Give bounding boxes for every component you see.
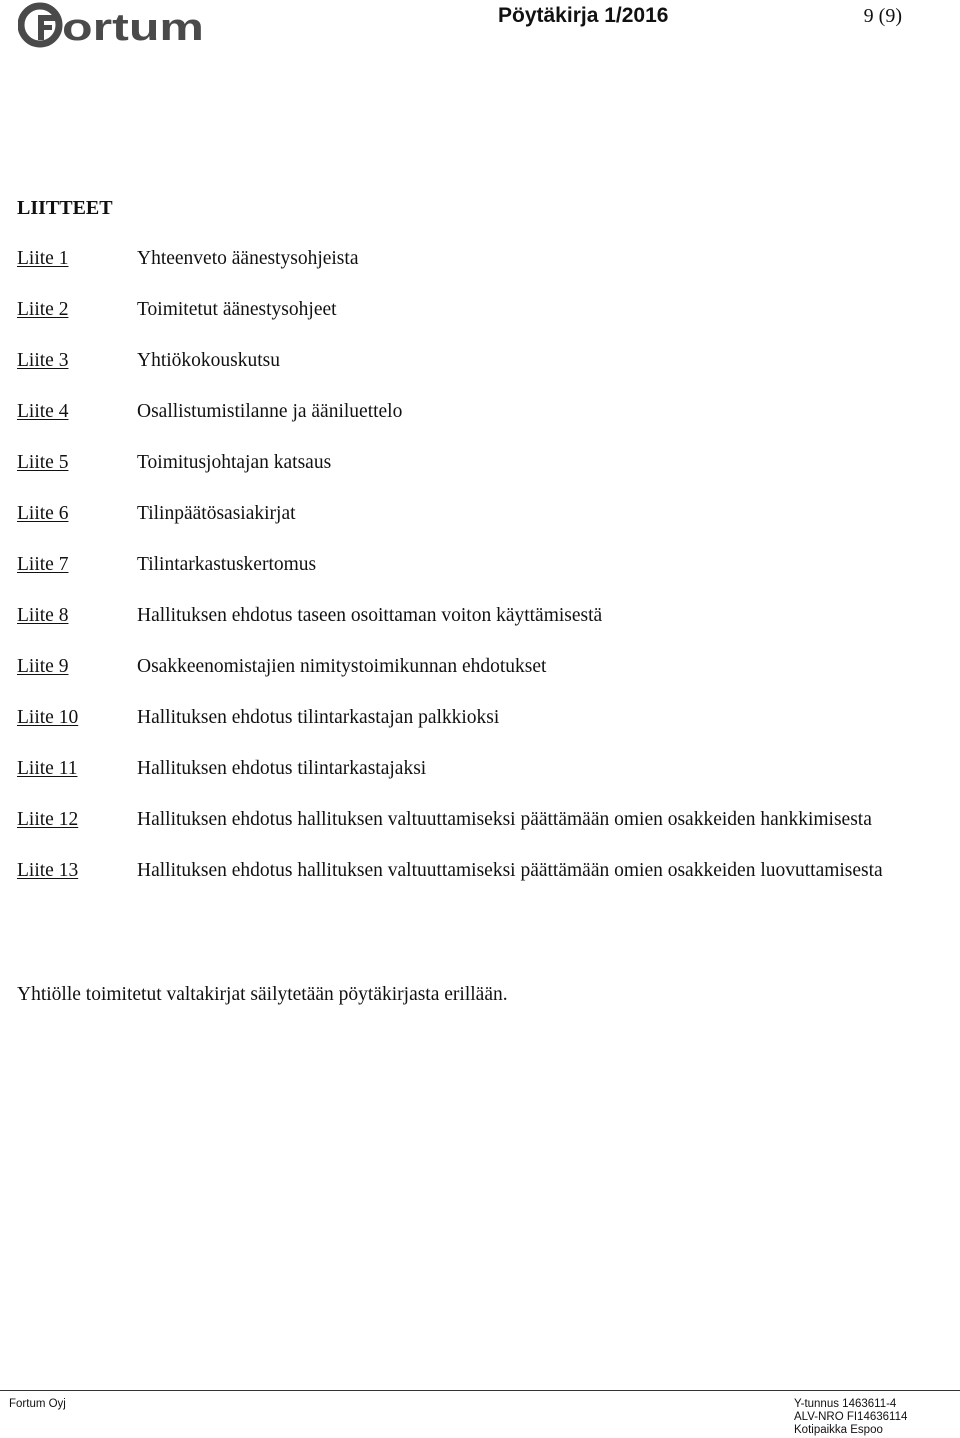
attachment-description: Osallistumistilanne ja ääniluettelo [137,401,403,422]
attachment-description: Hallituksen ehdotus hallituksen valtuuttamiseksi päättämään omien osakkeiden luovuttamisesta [137,860,883,881]
document-title: Pöytäkirja 1/2016 [498,4,669,27]
attachment-link[interactable]: Liite 10 [17,707,79,728]
footer-company-name: Fortum Oyj [9,1398,66,1410]
footer-vat-number: ALV-NRO FI14636114 [794,1411,908,1423]
page-number: 9 (9) [863,5,902,27]
attachment-item [17,756,917,781]
closing-note: Yhtiölle toimitetut valtakirjat säilytetään pöytäkirjasta erillään. [17,984,508,1005]
attachment-item [17,297,917,322]
attachment-item [17,654,917,679]
attachments-heading: LIITTEET [17,197,113,219]
attachment-description: Tilinpäätösasiakirjat [137,503,296,524]
attachment-description: Toimitusjohtajan katsaus [137,452,332,473]
fortum-logo [18,2,208,48]
attachment-item [17,858,917,883]
attachment-description: Osakkeenomistajien nimitystoimikunnan ehdotukset [137,656,547,677]
attachment-link[interactable]: Liite 11 [17,758,78,779]
attachment-link[interactable]: Liite 8 [17,605,69,626]
attachment-link[interactable]: Liite 1 [17,248,69,269]
attachment-link[interactable]: Liite 13 [17,860,79,881]
svg-text:ortum: ortum [62,7,204,48]
attachment-description: Yhtiökokouskutsu [137,350,281,371]
attachment-link[interactable]: Liite 5 [17,452,69,473]
attachment-item [17,705,917,730]
attachment-link[interactable]: Liite 9 [17,656,69,677]
attachment-item [17,501,917,526]
attachment-link[interactable]: Liite 2 [17,299,69,320]
attachment-description: Yhteenveto äänestysohjeista [137,248,359,269]
attachment-description: Hallituksen ehdotus hallituksen valtuuttamiseksi päättämään omien osakkeiden hankkimisesta [137,809,872,830]
attachment-item [17,552,917,577]
attachment-link[interactable]: Liite 6 [17,503,69,524]
attachment-description: Hallituksen ehdotus tilintarkastajaksi [137,758,427,779]
footer-divider [0,1390,960,1391]
footer-company-ids [794,1398,907,1437]
attachment-link[interactable]: Liite 4 [17,401,69,422]
attachment-description: Tilintarkastuskertomus [137,554,317,575]
attachment-item [17,450,917,475]
attachment-description: Hallituksen ehdotus taseen osoittaman voiton käyttämisestä [137,605,603,626]
attachment-item [17,807,917,832]
attachment-link[interactable]: Liite 7 [17,554,69,575]
page-header [0,0,960,60]
attachment-item [17,348,917,373]
footer-business-id: Y-tunnus 1463611-4 [794,1398,897,1410]
attachment-link[interactable]: Liite 3 [17,350,69,371]
attachment-description: Toimitetut äänestysohjeet [137,299,337,320]
footer-domicile: Kotipaikka Espoo [794,1424,883,1436]
attachment-item [17,399,917,424]
attachments-list [17,246,917,909]
attachment-link[interactable]: Liite 12 [17,809,79,830]
attachment-item [17,603,917,628]
attachment-description: Hallituksen ehdotus tilintarkastajan palkkioksi [137,707,500,728]
attachment-item [17,246,917,271]
